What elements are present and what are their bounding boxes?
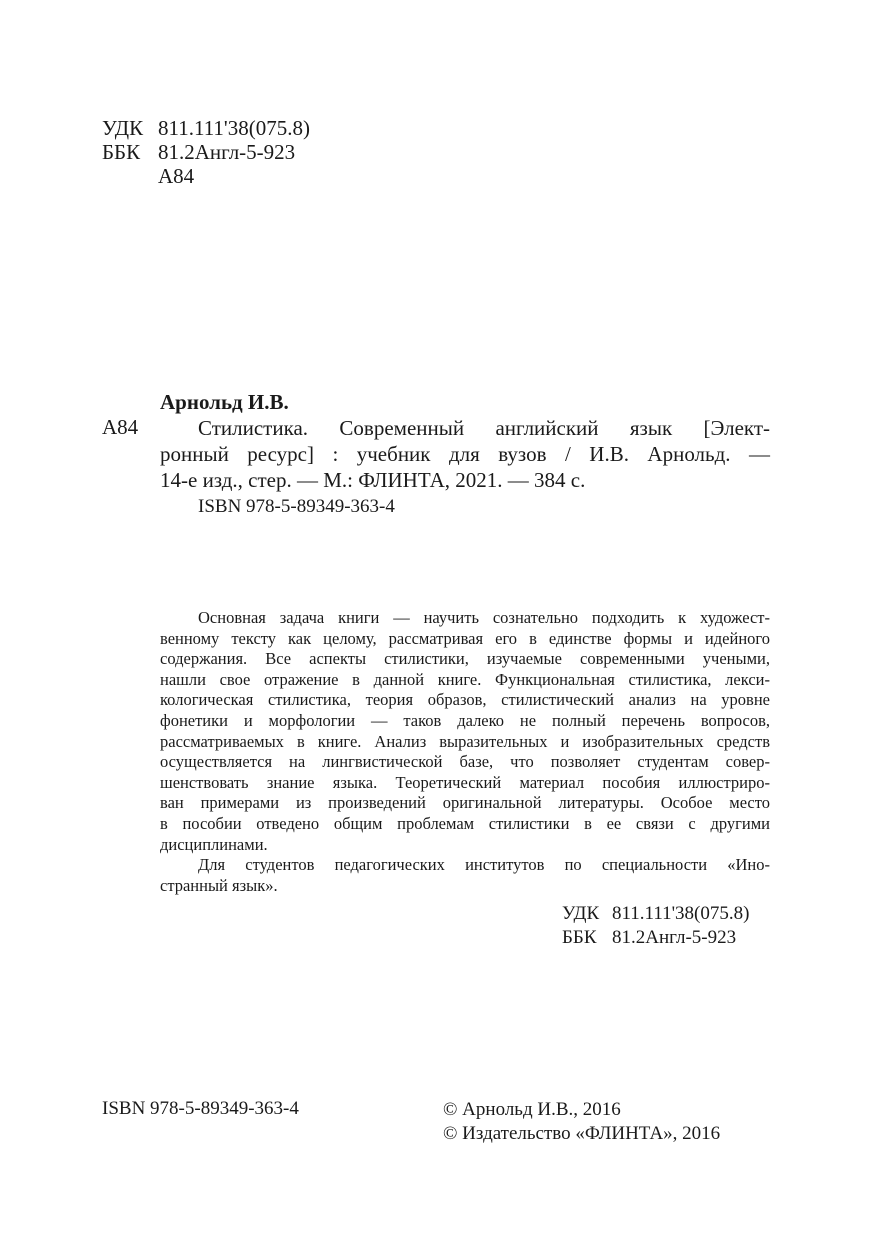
card-cutter: А84 [102, 415, 139, 439]
abstract-line: содержания. Все аспекты стилистики, изучаемые современными учеными, [160, 649, 770, 669]
udk-row-top [102, 116, 310, 140]
abstract-line: осуществляется на лингвистической базе, что позволяет студентам совер- [160, 752, 770, 772]
card-line: 14-е изд., стер. — М.: ФЛИНТА, 2021. — 384 с. [160, 468, 586, 492]
cutter-code: А84 [158, 164, 195, 188]
bbk-label: ББК [562, 927, 597, 948]
abstract-line: странный язык». [160, 875, 278, 895]
abstract-line: в пособии отведено общим проблемам стилистики в ее связи с другими [160, 813, 770, 833]
copyright-publisher: © Издательство «ФЛИНТА», 2016 [443, 1123, 721, 1144]
card-isbn: ISBN 978-5-89349-363-4 [198, 496, 395, 517]
abstract-line: венному тексту как целому, рассматривая его в единстве формы и идейного [160, 628, 770, 648]
card-line: ронный ресурс] : учебник для вузов / И.В. Арнольд. — [160, 442, 770, 466]
card-line: Стилистика. Современный английский язык [Элект- [198, 416, 770, 440]
abstract-line: Основная задача книги — научить сознательно подходить к художест- [198, 608, 770, 627]
bbk-label: ББК [102, 140, 141, 164]
abstract-line: кологическая стилистика, теория образов, стилистический анализ на уровне [160, 690, 770, 710]
card-author: Арнольд И.В. [160, 390, 289, 414]
abstract [160, 608, 770, 896]
isbn-bottom: ISBN 978-5-89349-363-4 [102, 1098, 299, 1119]
abstract-line: фонетики и морфологии — таков далеко не полный перечень вопросов, [160, 710, 770, 730]
copyright-author: © Арнольд И.В., 2016 [443, 1099, 621, 1120]
card-entry [160, 415, 770, 493]
abstract-line: нашли свое отражение в данной книге. Функциональная стилистика, лекси- [160, 669, 770, 689]
udk-label: УДК [102, 116, 144, 140]
bbk-row-right [562, 926, 736, 950]
udk-row-right [562, 902, 749, 926]
udk-value: 811.111'38(075.8) [158, 116, 310, 140]
bbk-row-top [102, 140, 295, 164]
bbk-value: 81.2Англ-5-923 [158, 140, 296, 164]
bbk-value: 81.2Англ-5-923 [612, 927, 737, 948]
abstract-line: шенствовать знание языка. Теоретический материал пособия иллюстриро- [160, 772, 770, 792]
cutter-row-top [102, 164, 194, 188]
abstract-line: Для студентов педагогических институтов по специальности «Ино- [198, 855, 770, 875]
udk-value: 811.111'38(075.8) [612, 903, 750, 924]
abstract-line: дисциплинами. [160, 834, 268, 854]
abstract-line: ван примерами из произведений оригинальной литературы. Особое место [160, 793, 770, 813]
udk-label: УДК [562, 903, 600, 924]
abstract-line: рассматриваемых в книге. Анализ выразительных и изобразительных средств [160, 731, 770, 751]
